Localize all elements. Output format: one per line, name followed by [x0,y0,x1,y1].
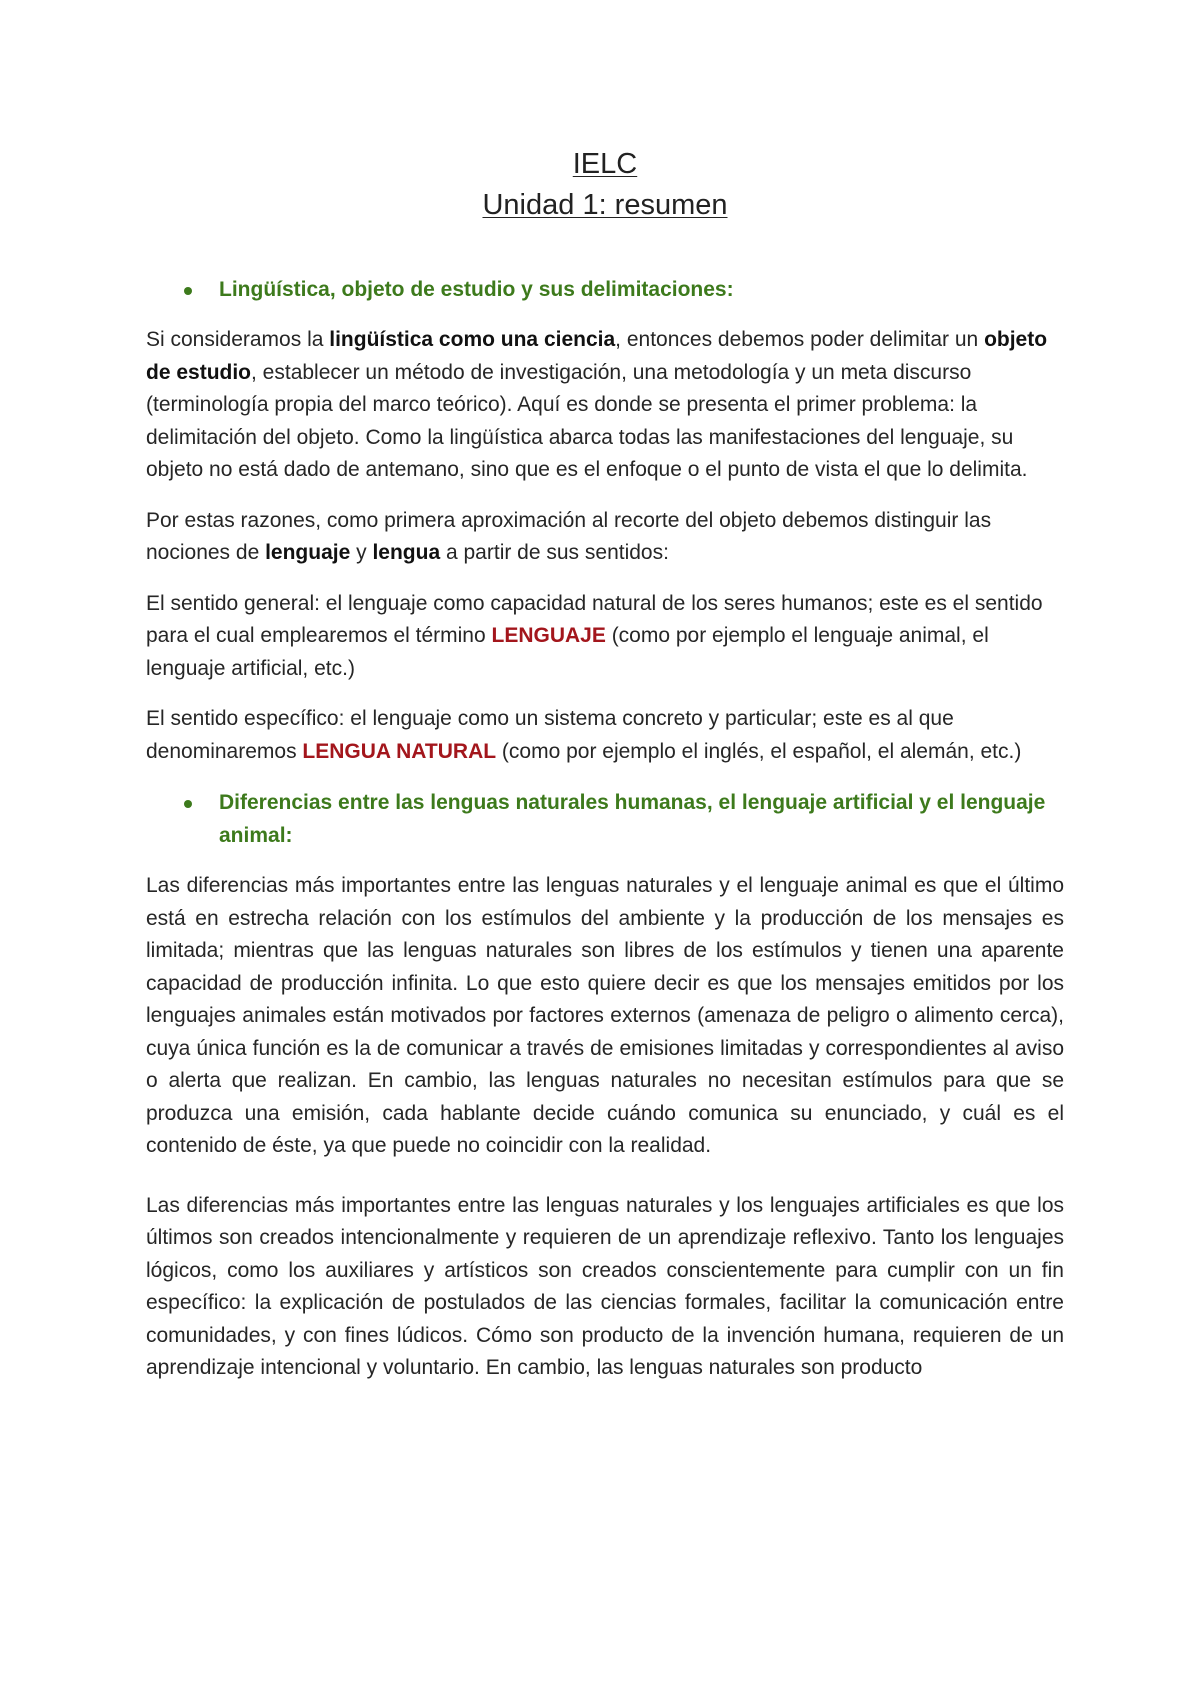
paragraph-text: , establecer un método de investigación, una metodología y un meta discurso (terminología propia del marco teórico). Aquí es donde se presenta el primer problema: la delimitación del objeto. Como la lingüística abarca todas las manifestaciones del lenguaje, su objeto no está dado de antemano, sino que es el enfoque o el punto de vista el que lo delimita. [146,360,1028,481]
paragraph-text: , entonces debemos poder delimitar un [615,328,985,351]
paragraph-nociones [146,505,1064,570]
paragraph-text: (como por ejemplo el inglés, el español, el alemán, etc.) [496,739,1022,763]
section-heading-text: Diferencias entre las lenguas naturales humanas, el lenguaje artificial y el lenguaje animal: [219,791,1046,847]
course-title: IELC [572,148,638,180]
paragraph-text: Si consideramos la [146,328,330,351]
paragraph-lenguajes-artificiales: Las diferencias más importantes entre las lenguas naturales y los lenguajes artificiales es que los últimos son creados intencionalmente y requieren de un aprendizaje reflexivo. Tanto los lenguajes lógicos, como los auxiliares y artísticos son creados conscientemente para cumplir con un fin específico: la explicación de postulados de las ciencias formales, facilitar la comunicación entre comunidades, y con fines lúdicos. Cómo son producto de la invención humana, requieren de un aprendizaje intencional y voluntario. En cambio, las lenguas naturales son producto [146,1193,1064,1379]
bold-term: lenguaje [265,541,351,564]
highlight-term-lenguaje: LENGUAJE [491,624,606,647]
paragraph-text: a partir de sus sentidos: [440,541,669,564]
paragraph-sentido-especifico [146,703,1064,768]
section-heading-diferencias [146,786,1064,852]
paragraph-text: y [350,541,373,564]
bold-term: lengua [372,541,441,564]
paragraph-text: El sentido específico: el lenguaje como un sistema concreto y particular; este es al que denominaremos [146,707,954,763]
section-heading-text: Lingüística, objeto de estudio y sus delimitaciones: [219,278,734,301]
section-heading-linguistica [146,273,1064,306]
paragraph-sentido-general [146,588,1064,686]
bold-term: objeto de estudio [146,328,1048,384]
paragraph-text: El sentido general: el lenguaje como capacidad natural de los seres humanos; este es el sentido para el cual emplearemos el término [146,591,1043,647]
bullet-dot-icon [184,800,192,808]
highlight-term-lengua-natural: LENGUA NATURAL [302,739,497,763]
bullet-dot-icon [184,287,192,295]
unit-title: Unidad 1: resumen [482,189,728,221]
paragraph-ciencia [146,324,1064,487]
paragraph-text: Por estas razones, como primera aproximación al recorte del objeto debemos distinguir las nociones de [146,508,992,564]
document-content [146,0,1064,1385]
paragraph-text: (como por ejemplo el lenguaje animal, el lenguaje artificial, etc.) [146,624,989,680]
bold-term: lingüística como una ciencia [329,328,616,351]
paragraph-lenguaje-animal: Las diferencias más importantes entre las lenguas naturales y el lenguaje animal es que el último está en estrecha relación con los estímulos del ambiente y la producción de los mensajes es limitada; mientras que las lenguas naturales son libres de los estímulos y tienen una aparente capacidad de producción infinita. Lo que esto quiere decir es que los mensajes emitidos por los lenguajes animales están motivados por factores externos (amenaza de peligro o alimento cerca), cuya única función es la de comunicar a través de emisiones limitadas y correspondientes al aviso o alerta que realizan. En cambio, las lenguas naturales no necesitan estímulos para que se produzca una emisión, cada hablante decide cuándo comunica su enunciado, y cuál es el contenido de éste, ya que puede no coincidir con la realidad. [146,874,1064,1157]
title-block [146,144,1064,226]
